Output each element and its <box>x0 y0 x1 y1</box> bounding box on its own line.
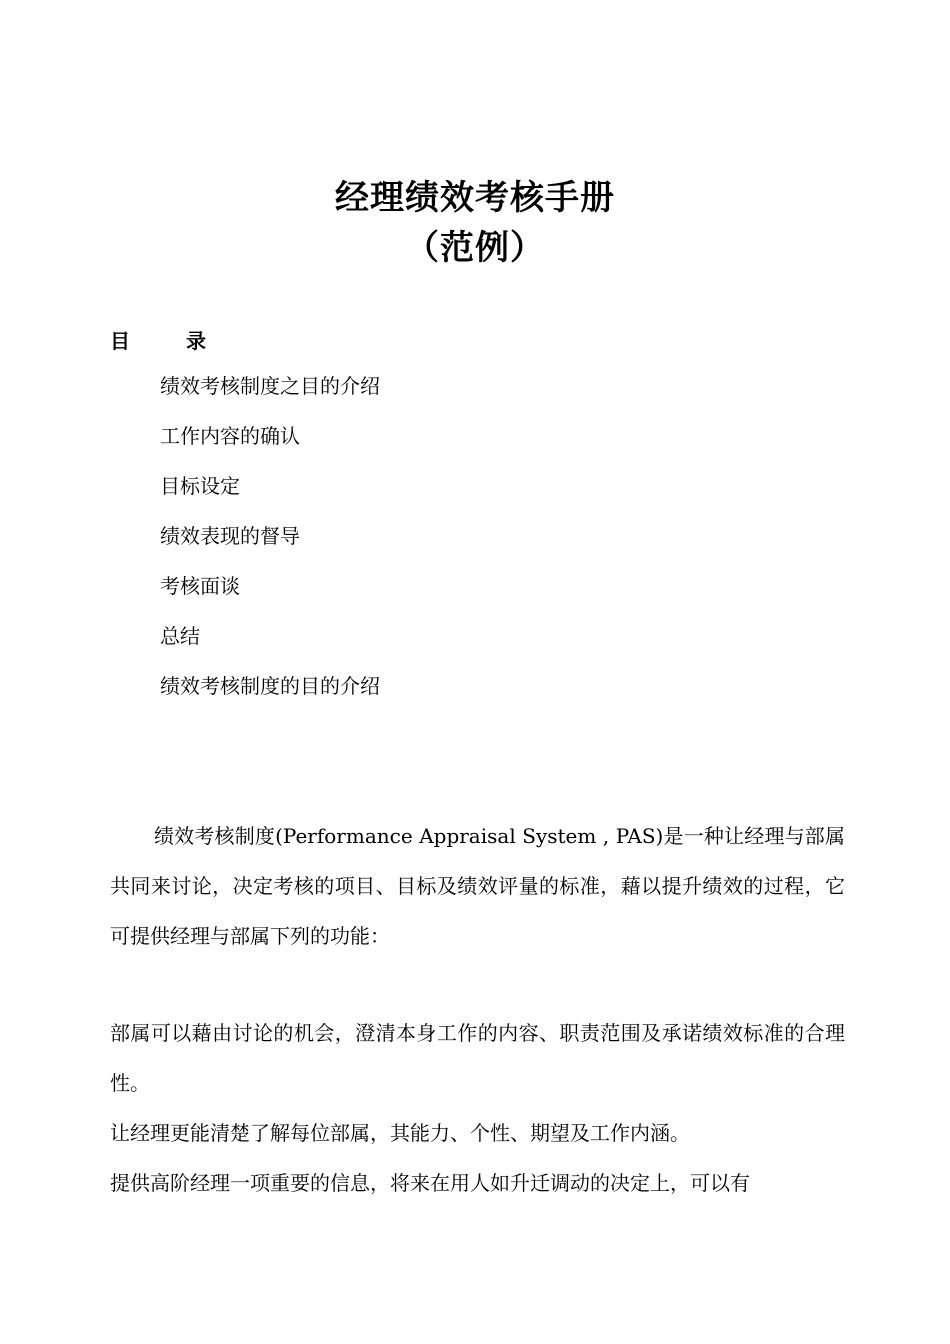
toc-item: 绩效表现的督导 <box>160 524 300 548</box>
toc-heading-right: 录 <box>186 329 206 353</box>
toc-item: 总结 <box>160 624 200 648</box>
toc-list <box>160 372 380 722</box>
function-paragraph-2: 让经理更能清楚了解每位部属，其能力、个性、期望及工作内涵。 <box>110 1121 690 1145</box>
document-title: 经理绩效考核手册 <box>335 178 615 218</box>
toc-heading-left: 目 <box>110 329 130 353</box>
toc-item: 考核面谈 <box>160 574 240 598</box>
function-paragraph-1: 部属可以藉由讨论的机会，澄清本身工作的内容、职责范围及承诺绩效标准的合理性。 <box>110 1021 845 1095</box>
document-subtitle: （范例） <box>405 228 545 268</box>
toc-item: 绩效考核制度之目的介绍 <box>160 374 380 398</box>
toc-item: 工作内容的确认 <box>160 424 300 448</box>
toc-heading <box>110 325 206 354</box>
function-paragraph-3: 提供高阶经理一项重要的信息，将来在用人如升迁调动的决定上，可以有 <box>110 1171 750 1195</box>
toc-item: 绩效考核制度的目的介绍 <box>160 674 380 698</box>
intro-paragraph: 绩效考核制度(Performance Appraisal System , PAS)是一种让经理与部属共同来讨论，决定考核的项目、目标及绩效评量的标准，藉以提升绩效的过程，它可提供经理与部属下列的功能： <box>110 824 845 948</box>
toc-item: 目标设定 <box>160 474 240 498</box>
